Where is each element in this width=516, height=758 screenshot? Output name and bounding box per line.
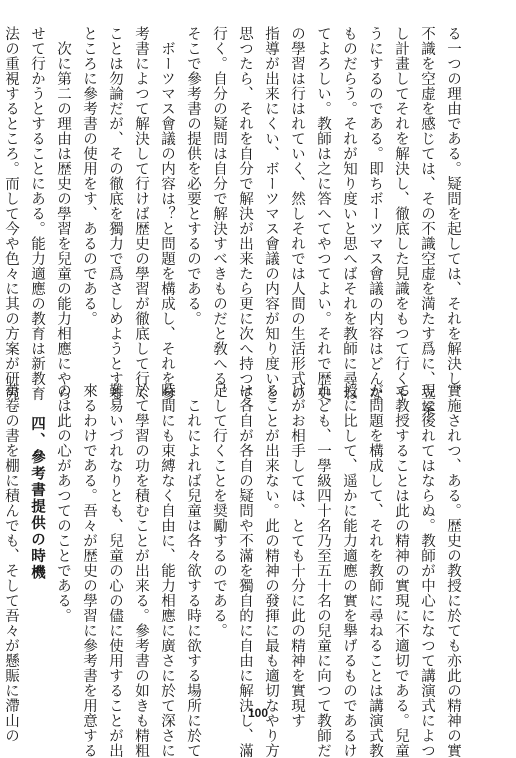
text-line: ボーツマス會議の内容は？と問題を構成し、それを參 [159,26,175,401]
upper-text-block [3,26,466,416]
text-line: 思つたら、それを自分で解決が出来たら更に次へ持つて [237,26,253,401]
text-line: せて行かうとすることにある。能力適應の教育は新教育 [29,26,45,401]
text-line: 於て學習の功を積むことが出来る。參考書の如きも精粗 [133,383,149,758]
text-line: けがお相手しては、とても十分に此の精神を實現す [289,383,305,728]
text-line: の學習は行はれていく、然しそれでは人間の生活形式の [289,26,305,401]
text-line: 不識を空虚を感じては、その不識空虚を満たす爲に、立案 [419,26,435,416]
text-line: 萬卷の書を棚に積んでも、そして吾々が懸賑に滯山の [3,383,19,743]
text-line: 指導が出来にくい、ボーツマス會議の内容が知り度いと [263,26,279,401]
text-line: は各自が各自の疑問や不滿を獨自的に自由に解決し、滿 [237,383,253,758]
text-line: 來るわけである。吾々が歴史の學習に參考書を用意する [81,383,97,758]
text-line: 法の重視するところ。而して今や色々に其の方案が研究 [3,26,19,401]
text-line: 行く。自分の疑問は自分で解決すべきものだと敎へる。 [211,26,227,401]
text-line: ことは勿論だが、その徹底を獨力で爲さしめようとする [107,26,123,401]
page-number: 100 [247,706,269,720]
text-line: る一つの理由である。疑問を起しては、それを解決し、 [445,26,461,401]
text-line: 次に第二の理由は歴史の學習を兒童の能力相應にやら [55,26,71,401]
text-line: 足して行くことを奨勵するのである。 [211,383,227,638]
text-line: 實施されつ、ある。歴史の教授に於ても亦此の精神の實 [445,383,461,758]
text-line: が問題を構成して、それを教師に尋ねることは講演式教 [367,383,383,758]
text-line: のは此の心があつてのことである。 [55,383,71,623]
text-line: 授に比して、遥かに能力適應の實を擧げるものであるけ [341,383,357,758]
text-line: 時間にも束縛なく自由に、能力相應に廣さに於て深さに [159,383,175,758]
text-line: てよろしい。教師は之に答へてやつてよい。それで歴史 [315,26,331,401]
text-line: し計畫してそれを解決し、徹底した見識をもつて行くや [393,26,409,401]
text-line: そこで參考書の提供を必要とするのである。 [185,26,201,326]
text-line: ものだらう。それが知り度いと思へばそれを教師に尋ね [341,26,357,401]
text-line: ところに參考書の使用をす、あるのである。 [81,26,97,326]
text-line: 難易いづれなりとも、兒童の心の儘に使用することが出 [107,383,123,758]
text-line: て教授することは此の精神の實現に不適切である。兒童 [393,383,409,758]
text-line: うにするのである。即ちボーツマス會議の内容はどんな [367,26,383,401]
text-line: 現に後れてはならぬ。教師が中心になつて講演式によつ [419,383,435,758]
text-line: れども、一學級四十名乃至五十名の兒童に向つて教師だ [315,383,331,758]
text-line: これによれば兒童は各々欲する時に欲する場所に於て [185,383,201,758]
text-line: 考書によつて解決して行けば歴史の學習が徹底して行く [133,26,149,401]
text-line: ることが出来ない。此の精神の發揮に最も適切なやり方 [263,383,279,758]
section-heading: 四、參考書提供の時機 [29,383,46,581]
